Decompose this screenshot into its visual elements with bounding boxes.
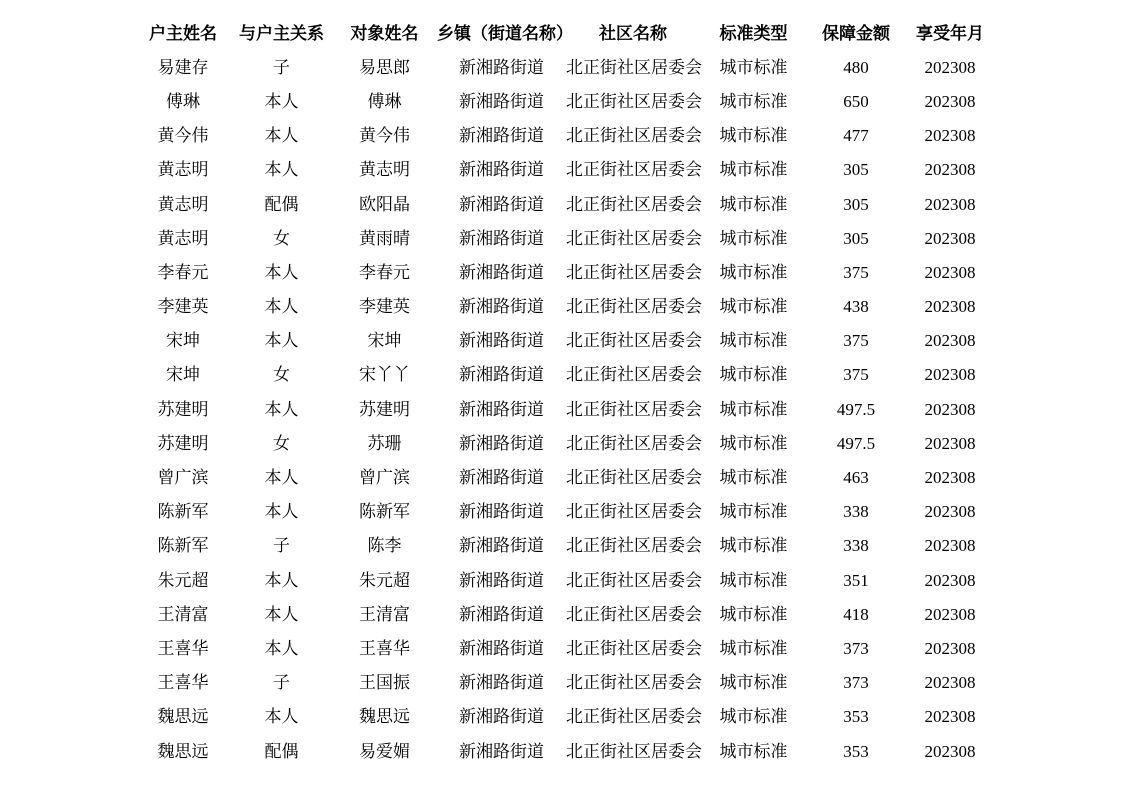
cell-household_head_name: 王清富 <box>157 604 209 624</box>
cell-standard_type: 城市标准 <box>719 297 788 317</box>
cell-guarantee_amount: 373 <box>843 673 869 693</box>
cell-relationship_to_head: 本人 <box>264 604 299 624</box>
cell-township_street: 新湘路街道 <box>459 194 544 214</box>
column-header-community_name: 社区名称 <box>599 23 667 43</box>
cell-relationship_to_head: 本人 <box>264 570 299 590</box>
cell-standard_type: 城市标准 <box>719 91 788 111</box>
cell-community_name: 北正街社区居委会 <box>566 126 702 146</box>
cell-community_name: 北正街社区居委会 <box>566 604 702 624</box>
cell-standard_type: 城市标准 <box>719 502 788 522</box>
cell-benefit_year_month: 202308 <box>924 502 976 522</box>
cell-standard_type: 城市标准 <box>719 262 788 282</box>
cell-relationship_to_head: 本人 <box>264 399 299 419</box>
cell-person_name: 陈新军 <box>359 502 410 522</box>
cell-standard_type: 城市标准 <box>719 194 788 214</box>
cell-standard_type: 城市标准 <box>719 741 788 761</box>
cell-household_head_name: 朱元超 <box>157 570 209 590</box>
cell-guarantee_amount: 351 <box>843 570 869 590</box>
cell-guarantee_amount: 497.5 <box>836 399 876 419</box>
cell-community_name: 北正街社区居委会 <box>566 365 702 385</box>
cell-township_street: 新湘路街道 <box>459 160 544 180</box>
cell-standard_type: 城市标准 <box>719 126 788 146</box>
cell-benefit_year_month: 202308 <box>924 194 976 214</box>
cell-benefit_year_month: 202308 <box>924 297 976 317</box>
cell-guarantee_amount: 497.5 <box>836 433 876 453</box>
table-header-row <box>135 16 995 50</box>
cell-guarantee_amount: 480 <box>843 57 869 77</box>
cell-relationship_to_head: 子 <box>273 57 290 77</box>
cell-person_name: 苏珊 <box>367 433 402 453</box>
cell-guarantee_amount: 375 <box>843 331 869 351</box>
column-header-township_street: 乡镇（街道名称） <box>437 23 573 43</box>
cell-community_name: 北正街社区居委会 <box>566 570 702 590</box>
table-row <box>135 460 995 494</box>
cell-guarantee_amount: 375 <box>843 262 869 282</box>
cell-household_head_name: 李春元 <box>157 262 209 282</box>
cell-standard_type: 城市标准 <box>719 536 788 556</box>
cell-person_name: 陈李 <box>367 536 402 556</box>
cell-relationship_to_head: 本人 <box>264 297 299 317</box>
cell-household_head_name: 黄志明 <box>157 160 209 180</box>
cell-township_street: 新湘路街道 <box>459 365 544 385</box>
cell-relationship_to_head: 女 <box>273 228 290 248</box>
cell-person_name: 魏思远 <box>359 707 410 727</box>
cell-household_head_name: 宋坤 <box>166 331 200 351</box>
table-row <box>135 597 995 631</box>
table-row <box>135 84 995 118</box>
cell-township_street: 新湘路街道 <box>459 262 544 282</box>
cell-relationship_to_head: 本人 <box>264 707 299 727</box>
cell-benefit_year_month: 202308 <box>924 673 976 693</box>
cell-household_head_name: 魏思远 <box>157 741 209 761</box>
cell-community_name: 北正街社区居委会 <box>566 468 702 488</box>
cell-household_head_name: 黄今伟 <box>157 126 209 146</box>
cell-benefit_year_month: 202308 <box>924 57 976 77</box>
table-row <box>135 392 995 426</box>
cell-standard_type: 城市标准 <box>719 433 788 453</box>
column-header-guarantee_amount: 保障金额 <box>822 23 890 43</box>
table-row <box>135 358 995 392</box>
table-row <box>135 563 995 597</box>
table-row <box>135 153 995 187</box>
cell-township_street: 新湘路街道 <box>459 536 544 556</box>
cell-household_head_name: 黄志明 <box>157 228 209 248</box>
cell-guarantee_amount: 418 <box>843 604 869 624</box>
cell-relationship_to_head: 女 <box>273 433 290 453</box>
cell-person_name: 宋丫丫 <box>359 365 410 385</box>
welfare-roster-table <box>135 16 995 768</box>
cell-guarantee_amount: 305 <box>843 228 869 248</box>
cell-township_street: 新湘路街道 <box>459 297 544 317</box>
cell-person_name: 易思郎 <box>359 57 410 77</box>
cell-relationship_to_head: 本人 <box>264 262 299 282</box>
table-row <box>135 700 995 734</box>
cell-community_name: 北正街社区居委会 <box>566 399 702 419</box>
cell-benefit_year_month: 202308 <box>924 160 976 180</box>
cell-township_street: 新湘路街道 <box>459 331 544 351</box>
cell-benefit_year_month: 202308 <box>924 707 976 727</box>
cell-household_head_name: 傅琳 <box>166 91 200 111</box>
cell-person_name: 朱元超 <box>359 570 410 590</box>
cell-person_name: 黄雨晴 <box>359 228 410 248</box>
cell-standard_type: 城市标准 <box>719 707 788 727</box>
table-row <box>135 50 995 84</box>
cell-community_name: 北正街社区居委会 <box>566 433 702 453</box>
cell-household_head_name: 陈新军 <box>157 536 209 556</box>
cell-guarantee_amount: 338 <box>843 536 869 556</box>
cell-person_name: 傅琳 <box>367 91 402 111</box>
cell-community_name: 北正街社区居委会 <box>566 57 702 77</box>
table-row <box>135 734 995 768</box>
cell-township_street: 新湘路街道 <box>459 570 544 590</box>
cell-relationship_to_head: 配偶 <box>264 194 299 214</box>
cell-guarantee_amount: 373 <box>843 638 869 658</box>
cell-relationship_to_head: 本人 <box>264 160 299 180</box>
cell-township_street: 新湘路街道 <box>459 502 544 522</box>
cell-relationship_to_head: 子 <box>273 536 290 556</box>
cell-household_head_name: 易建存 <box>157 57 209 77</box>
cell-community_name: 北正街社区居委会 <box>566 262 702 282</box>
cell-relationship_to_head: 本人 <box>264 91 299 111</box>
cell-household_head_name: 魏思远 <box>157 707 209 727</box>
table-row <box>135 529 995 563</box>
cell-benefit_year_month: 202308 <box>924 262 976 282</box>
cell-household_head_name: 黄志明 <box>157 194 209 214</box>
cell-household_head_name: 王喜华 <box>157 673 209 693</box>
cell-township_street: 新湘路街道 <box>459 57 544 77</box>
cell-household_head_name: 李建英 <box>157 297 209 317</box>
cell-guarantee_amount: 375 <box>843 365 869 385</box>
cell-relationship_to_head: 本人 <box>264 638 299 658</box>
column-header-standard_type: 标准类型 <box>719 23 788 43</box>
cell-relationship_to_head: 本人 <box>264 502 299 522</box>
cell-person_name: 欧阳晶 <box>359 194 410 214</box>
cell-township_street: 新湘路街道 <box>459 604 544 624</box>
cell-relationship_to_head: 子 <box>273 673 290 693</box>
cell-community_name: 北正街社区居委会 <box>566 741 702 761</box>
cell-community_name: 北正街社区居委会 <box>566 638 702 658</box>
cell-benefit_year_month: 202308 <box>924 468 976 488</box>
cell-person_name: 王清富 <box>359 604 410 624</box>
table-row <box>135 666 995 700</box>
cell-guarantee_amount: 338 <box>843 502 869 522</box>
cell-relationship_to_head: 本人 <box>264 126 299 146</box>
cell-standard_type: 城市标准 <box>719 57 788 77</box>
cell-township_street: 新湘路街道 <box>459 228 544 248</box>
cell-township_street: 新湘路街道 <box>459 399 544 419</box>
cell-township_street: 新湘路街道 <box>459 638 544 658</box>
table-row <box>135 631 995 665</box>
cell-benefit_year_month: 202308 <box>924 365 976 385</box>
cell-household_head_name: 苏建明 <box>157 433 209 453</box>
cell-community_name: 北正街社区居委会 <box>566 91 702 111</box>
cell-community_name: 北正街社区居委会 <box>566 228 702 248</box>
cell-benefit_year_month: 202308 <box>924 638 976 658</box>
cell-benefit_year_month: 202308 <box>924 604 976 624</box>
cell-household_head_name: 苏建明 <box>157 399 209 419</box>
cell-benefit_year_month: 202308 <box>924 433 976 453</box>
table-row <box>135 495 995 529</box>
cell-person_name: 黄志明 <box>359 160 410 180</box>
cell-community_name: 北正街社区居委会 <box>566 536 702 556</box>
cell-community_name: 北正街社区居委会 <box>566 502 702 522</box>
table-row <box>135 187 995 221</box>
cell-township_street: 新湘路街道 <box>459 91 544 111</box>
cell-community_name: 北正街社区居委会 <box>566 160 702 180</box>
cell-guarantee_amount: 353 <box>843 741 869 761</box>
cell-benefit_year_month: 202308 <box>924 570 976 590</box>
column-header-benefit_year_month: 享受年月 <box>916 23 984 43</box>
cell-community_name: 北正街社区居委会 <box>566 297 702 317</box>
cell-community_name: 北正街社区居委会 <box>566 331 702 351</box>
cell-relationship_to_head: 配偶 <box>264 741 299 761</box>
cell-benefit_year_month: 202308 <box>924 399 976 419</box>
cell-township_street: 新湘路街道 <box>459 126 544 146</box>
cell-standard_type: 城市标准 <box>719 638 788 658</box>
cell-relationship_to_head: 本人 <box>264 331 299 351</box>
cell-township_street: 新湘路街道 <box>459 673 544 693</box>
table-row <box>135 221 995 255</box>
cell-benefit_year_month: 202308 <box>924 536 976 556</box>
cell-standard_type: 城市标准 <box>719 468 788 488</box>
cell-standard_type: 城市标准 <box>719 570 788 590</box>
cell-guarantee_amount: 305 <box>843 194 869 214</box>
cell-benefit_year_month: 202308 <box>924 228 976 248</box>
cell-person_name: 王国振 <box>359 673 410 693</box>
column-header-household_head_name: 户主姓名 <box>149 23 217 43</box>
cell-guarantee_amount: 353 <box>843 707 869 727</box>
cell-household_head_name: 宋坤 <box>166 365 200 385</box>
cell-person_name: 苏建明 <box>359 399 410 419</box>
cell-guarantee_amount: 438 <box>843 297 869 317</box>
cell-person_name: 曾广滨 <box>359 468 410 488</box>
cell-community_name: 北正街社区居委会 <box>566 194 702 214</box>
cell-standard_type: 城市标准 <box>719 228 788 248</box>
cell-guarantee_amount: 305 <box>843 160 869 180</box>
cell-township_street: 新湘路街道 <box>459 433 544 453</box>
cell-guarantee_amount: 650 <box>843 91 869 111</box>
cell-guarantee_amount: 477 <box>843 126 869 146</box>
cell-person_name: 易爱媚 <box>359 741 410 761</box>
column-header-person_name: 对象姓名 <box>350 23 419 43</box>
cell-household_head_name: 陈新军 <box>157 502 209 522</box>
column-header-relationship_to_head: 与户主关系 <box>239 23 324 43</box>
cell-standard_type: 城市标准 <box>719 399 788 419</box>
cell-standard_type: 城市标准 <box>719 673 788 693</box>
table-row <box>135 290 995 324</box>
table-row <box>135 426 995 460</box>
cell-standard_type: 城市标准 <box>719 331 788 351</box>
table-row <box>135 119 995 153</box>
cell-household_head_name: 曾广滨 <box>157 468 209 488</box>
cell-benefit_year_month: 202308 <box>924 126 976 146</box>
table-row <box>135 255 995 289</box>
cell-household_head_name: 王喜华 <box>157 638 209 658</box>
cell-person_name: 宋坤 <box>367 331 402 351</box>
cell-person_name: 黄今伟 <box>359 126 410 146</box>
cell-person_name: 王喜华 <box>359 638 410 658</box>
cell-township_street: 新湘路街道 <box>459 468 544 488</box>
cell-guarantee_amount: 463 <box>843 468 869 488</box>
cell-standard_type: 城市标准 <box>719 160 788 180</box>
cell-person_name: 李春元 <box>359 262 410 282</box>
cell-benefit_year_month: 202308 <box>924 91 976 111</box>
cell-standard_type: 城市标准 <box>719 365 788 385</box>
cell-standard_type: 城市标准 <box>719 604 788 624</box>
table-row <box>135 324 995 358</box>
cell-township_street: 新湘路街道 <box>459 741 544 761</box>
cell-community_name: 北正街社区居委会 <box>566 673 702 693</box>
cell-relationship_to_head: 女 <box>273 365 290 385</box>
cell-township_street: 新湘路街道 <box>459 707 544 727</box>
cell-person_name: 李建英 <box>359 297 410 317</box>
cell-benefit_year_month: 202308 <box>924 741 976 761</box>
cell-benefit_year_month: 202308 <box>924 331 976 351</box>
cell-community_name: 北正街社区居委会 <box>566 707 702 727</box>
cell-relationship_to_head: 本人 <box>264 468 299 488</box>
